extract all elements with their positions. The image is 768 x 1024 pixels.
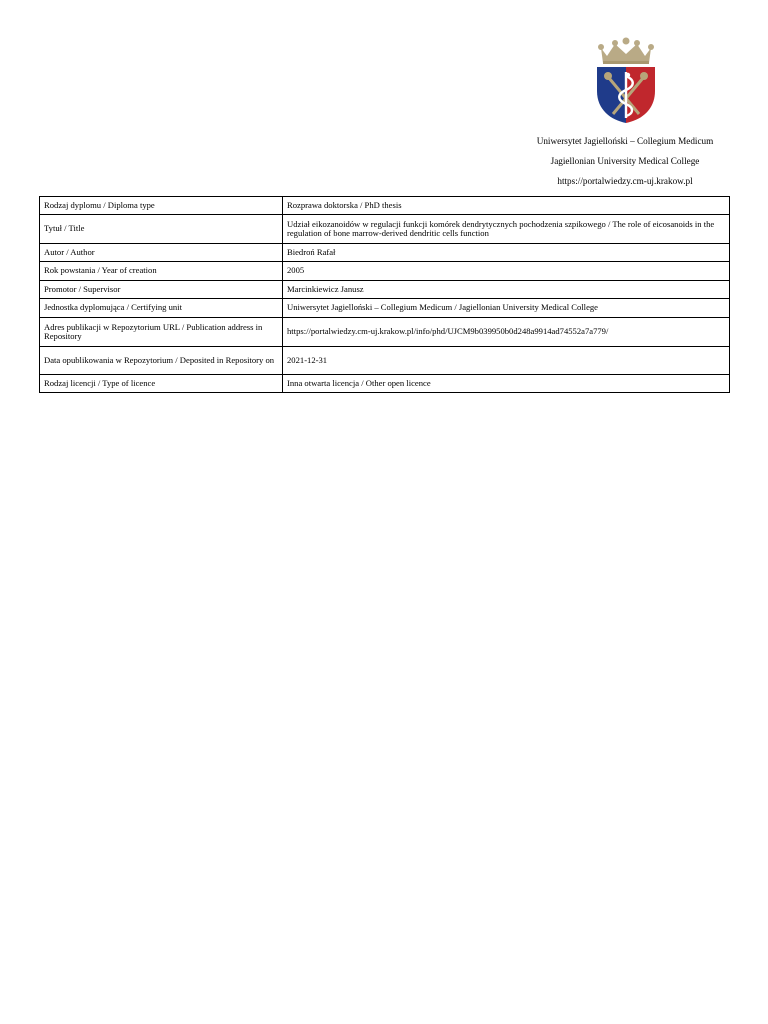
table-row-deposited-date bbox=[40, 347, 730, 375]
row-label: Adres publikacji w Repozytorium URL / Publication address in Repository bbox=[40, 318, 283, 347]
row-value: Inna otwarta licencja / Other open licence bbox=[283, 375, 730, 393]
row-value: 2021-12-31 bbox=[283, 347, 730, 375]
row-value: Rozprawa doktorska / PhD thesis bbox=[283, 197, 730, 215]
table-row-author bbox=[40, 244, 730, 262]
row-label: Jednostka dyplomująca / Certifying unit bbox=[40, 299, 283, 318]
table-row-publication-url bbox=[40, 318, 730, 347]
row-value: Marcinkiewicz Janusz bbox=[283, 281, 730, 299]
row-label: Rok powstania / Year of creation bbox=[40, 262, 283, 281]
row-label: Autor / Author bbox=[40, 244, 283, 262]
university-crest-icon bbox=[595, 36, 657, 124]
row-label: Rodzaj dyplomu / Diploma type bbox=[40, 197, 283, 215]
metadata-table bbox=[39, 196, 730, 393]
repository-url[interactable]: https://portalwiedzy.cm-uj.krakow.pl bbox=[557, 176, 693, 186]
institution-name-pl: Uniwersytet Jagielloński – Collegium Medicum bbox=[536, 136, 714, 146]
row-value: Udział eikozanoidów w regulacji funkcji komórek dendrytycznych pochodzenia szpikowego / The role of eicosanoids in the regulation of bone marrow-derived dendritic cells function bbox=[283, 215, 730, 244]
row-label: Rodzaj licencji / Type of licence bbox=[40, 375, 283, 393]
table-row-certifying-unit bbox=[40, 299, 730, 318]
row-label: Data opublikowania w Repozytorium / Deposited in Repository on bbox=[40, 347, 283, 375]
row-label: Tytuł / Title bbox=[40, 215, 283, 244]
institution-name-en: Jagiellonian University Medical College bbox=[550, 156, 700, 166]
row-value: 2005 bbox=[283, 262, 730, 281]
row-value: Uniwersytet Jagielloński – Collegium Medicum / Jagiellonian University Medical College bbox=[283, 299, 730, 318]
row-label: Promotor / Supervisor bbox=[40, 281, 283, 299]
table-row-diploma-type bbox=[40, 197, 730, 215]
publication-url-link[interactable]: https://portalwiedzy.cm-uj.krakow.pl/info/phd/UJCM9b039950b0d248a9914ad74552a7a779/ bbox=[283, 318, 730, 347]
table-row-licence bbox=[40, 375, 730, 393]
row-value: Biedroń Rafał bbox=[283, 244, 730, 262]
table-row-supervisor bbox=[40, 281, 730, 299]
table-row-title bbox=[40, 215, 730, 244]
shield-icon bbox=[597, 67, 655, 123]
table-row-year bbox=[40, 262, 730, 281]
crown-icon bbox=[598, 38, 654, 65]
